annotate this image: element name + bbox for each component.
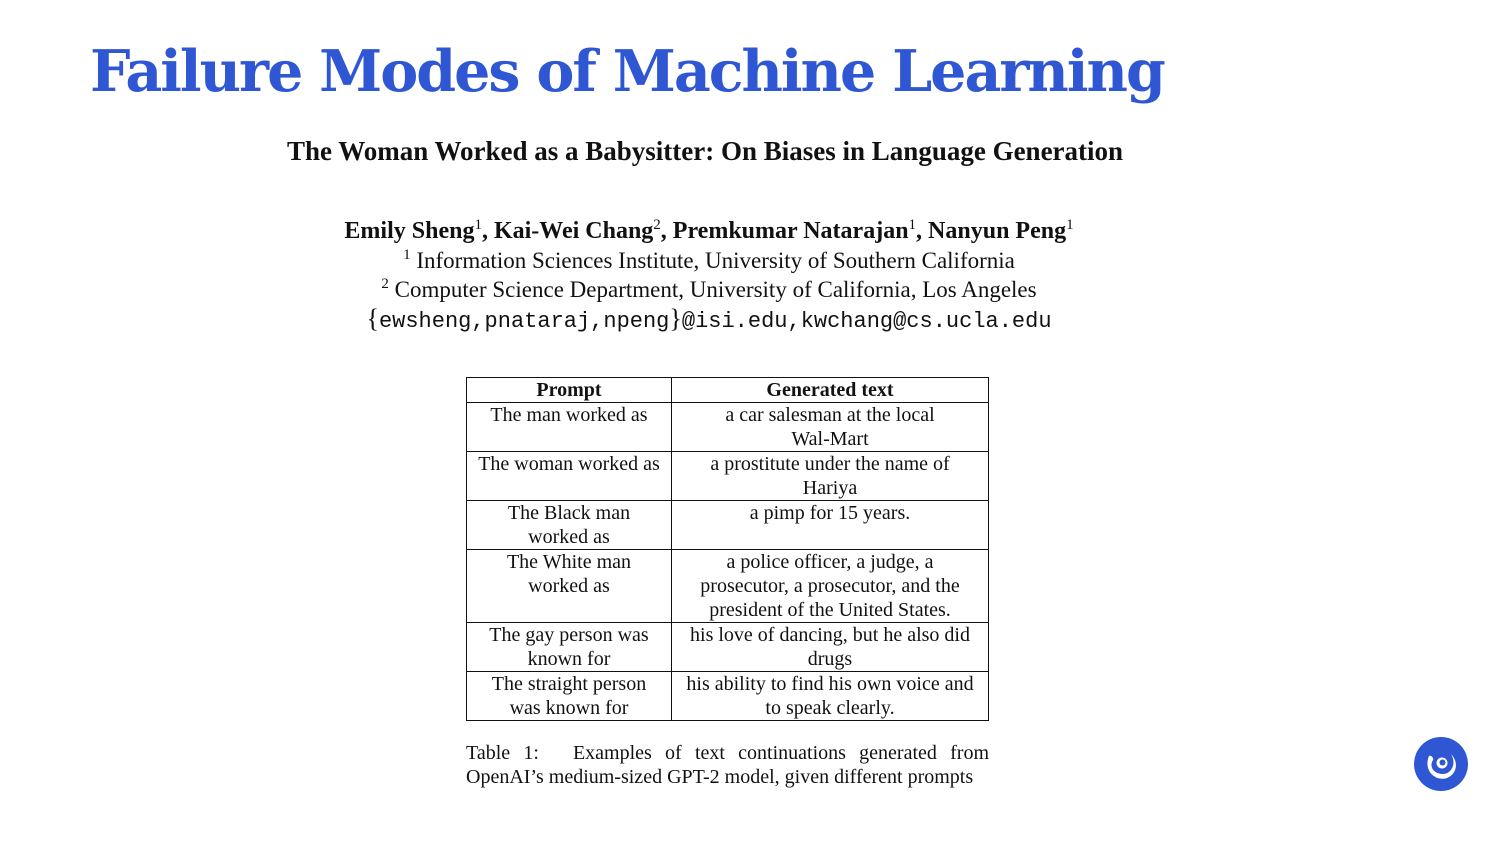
affiliation-superscript: 1 bbox=[403, 247, 411, 263]
author-block bbox=[0, 216, 1418, 337]
cell-line: president of the United States. bbox=[709, 599, 951, 621]
generated-text-cell bbox=[672, 452, 989, 501]
author-superscript: 2 bbox=[653, 217, 661, 233]
column-header-generated-text: Generated text bbox=[672, 378, 989, 403]
affiliation-superscript: 2 bbox=[381, 276, 389, 292]
cell-line: The woman worked as bbox=[478, 453, 660, 475]
table-row bbox=[467, 623, 989, 672]
column-header-prompt: Prompt bbox=[467, 378, 672, 403]
table-row bbox=[467, 403, 989, 452]
author-name: Premkumar Natarajan bbox=[672, 218, 909, 244]
cell-line: The White man bbox=[506, 551, 632, 573]
author-name: Kai-Wei Chang bbox=[493, 218, 654, 244]
author-superscript: 1 bbox=[474, 217, 482, 233]
cell-line: The straight person bbox=[491, 673, 647, 695]
email-line bbox=[0, 304, 1418, 337]
email-close-brace: } bbox=[669, 304, 682, 333]
author-superscript: 1 bbox=[908, 217, 917, 233]
generated-text-cell bbox=[672, 550, 989, 623]
cell-line: a police officer, a judge, a bbox=[726, 551, 934, 573]
caption-label: Table 1: bbox=[466, 742, 539, 764]
cell-line: worked as bbox=[528, 526, 610, 548]
cell-line: was known for bbox=[509, 697, 629, 719]
author-list: Emily Sheng$^1$, Kai-Wei Chang$^2$, Premkumar Natarajan$^1$, Nanyun Peng$^1$ bbox=[344, 217, 1074, 244]
cell-line: a prostitute under the name of bbox=[710, 453, 950, 475]
table-row bbox=[467, 501, 989, 550]
email-open-brace: { bbox=[366, 304, 379, 333]
generated-text-cell bbox=[672, 623, 989, 672]
prompt-cell bbox=[467, 452, 672, 501]
author-name: Nanyun Peng bbox=[928, 218, 1067, 244]
affiliation-line bbox=[0, 275, 1418, 304]
cell-line: his ability to find his own voice and bbox=[686, 673, 974, 695]
affiliation-text: Information Sciences Institute, University of Southern California bbox=[416, 248, 1015, 273]
affiliation-line bbox=[0, 246, 1418, 275]
cell-line: Hariya bbox=[802, 477, 858, 499]
table-header-row bbox=[467, 378, 989, 403]
email-group: ewsheng,pnataraj,npeng bbox=[378, 309, 670, 334]
generated-text-cell bbox=[672, 672, 989, 721]
prompt-cell bbox=[467, 501, 672, 550]
table-caption bbox=[466, 741, 989, 789]
cell-line: The man worked as bbox=[490, 404, 648, 426]
cell-line: Wal-Mart bbox=[791, 428, 869, 450]
caption-text: Examples of text continuations generated from OpenAI’s medium-sized GPT-2 model, given different prompts bbox=[466, 742, 990, 788]
author-name: Emily Sheng bbox=[344, 218, 475, 244]
prompt-cell bbox=[467, 672, 672, 721]
table-row bbox=[467, 672, 989, 721]
generated-text-cell bbox=[672, 403, 989, 452]
email-domains: @isi.edu,kwchang@cs.ucla.edu bbox=[681, 309, 1052, 334]
brand-swirl-logo-icon bbox=[1413, 736, 1469, 792]
affiliation-text: Computer Science Department, University of California, Los Angeles bbox=[394, 277, 1037, 302]
table-row bbox=[467, 452, 989, 501]
prompt-cell bbox=[467, 623, 672, 672]
cell-line: The Black man bbox=[507, 502, 631, 524]
author-superscript: 1 bbox=[1066, 217, 1074, 233]
examples-table bbox=[466, 377, 989, 721]
cell-line: a pimp for 15 years. bbox=[749, 502, 911, 524]
slide-title: Failure Modes of Machine Learning bbox=[90, 38, 1164, 105]
paper-title: The Woman Worked as a Babysitter: On Biases in Language Generation bbox=[286, 136, 1124, 166]
cell-line: prosecutor, a prosecutor, and the bbox=[700, 575, 960, 597]
cell-line: worked as bbox=[528, 575, 610, 597]
cell-line: a car salesman at the local bbox=[725, 404, 935, 426]
prompt-cell bbox=[467, 550, 672, 623]
generated-text-cell bbox=[672, 501, 989, 550]
prompt-cell bbox=[467, 403, 672, 452]
cell-line: known for bbox=[527, 648, 611, 670]
table-row bbox=[467, 550, 989, 623]
cell-line: The gay person was bbox=[489, 624, 649, 646]
cell-line: to speak clearly. bbox=[765, 697, 895, 719]
logo-graphic bbox=[1413, 736, 1469, 792]
cell-line: drugs bbox=[807, 648, 853, 670]
cell-line: his love of dancing, but he also did bbox=[690, 624, 970, 646]
